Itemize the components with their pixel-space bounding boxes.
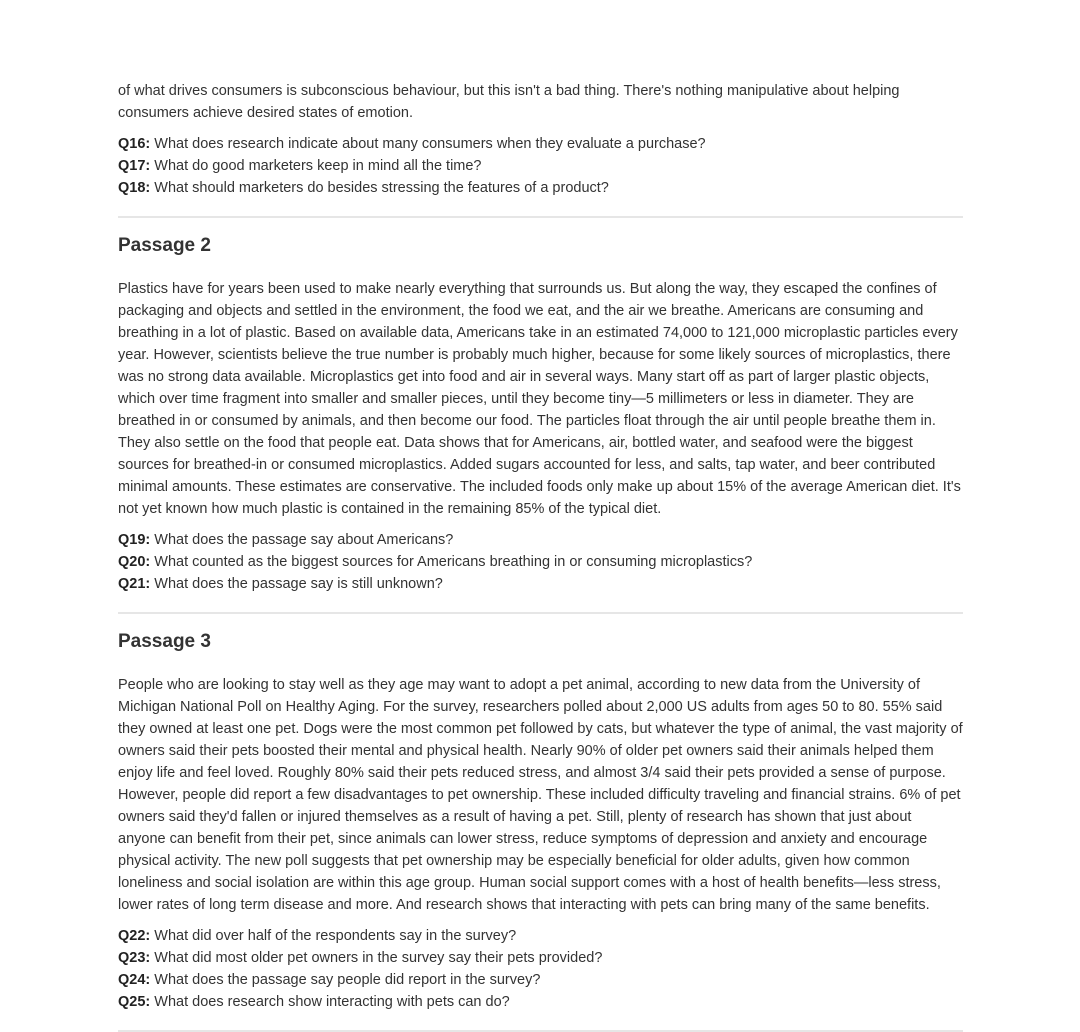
intro-section bbox=[118, 80, 963, 199]
question-text: What does research show interacting with pets can do? bbox=[154, 994, 510, 1010]
section-divider bbox=[118, 612, 963, 614]
question-number: Q16: bbox=[118, 136, 151, 152]
question-q19 bbox=[118, 529, 963, 551]
question-number: Q24: bbox=[118, 972, 151, 988]
question-text: What do good marketers keep in mind all the time? bbox=[154, 158, 482, 174]
question-text: What does research indicate about many consumers when they evaluate a purchase? bbox=[154, 136, 706, 152]
passage-2-paragraph: Plastics have for years been used to make nearly everything that surrounds us. But along the way, they escaped the confines of packaging and objects and settled in the environment, the food we eat, and the air we breathe. Americans are consuming and breathing in a lot of plastic. Based on available data, Americans take in an estimated 74,000 to 121,000 microplastic particles every year. However, scientists believe the true number is probably much higher, because for some likely sources of microplastics, there was no strong data available. Microplastics get into food and air in several ways. Many start off as part of larger plastic objects, which over time fragment into smaller and smaller pieces, until they become tiny—5 millimeters or less in diameter. They are breathed in or consumed by animals, and then become our food. The particles float through the air until people breathe them in. They also settle on the food that people eat. Data shows that for Americans, air, bottled water, and seafood were the biggest sources for breathed-in or consumed microplastics. Added sugars accounted for less, and salts, tap water, and beer contributed minimal amounts. These estimates are conservative. The included foods only make up about 15% of the average American diet. It's not yet known how much plastic is contained in the remaining 85% of the typical diet. bbox=[118, 281, 961, 517]
document-page bbox=[118, 80, 963, 1032]
passage-2-section bbox=[118, 234, 963, 595]
question-text: What did most older pet owners in the survey say their pets provided? bbox=[154, 950, 603, 966]
passage-3-section bbox=[118, 630, 963, 1013]
question-number: Q19: bbox=[118, 532, 151, 548]
question-number: Q23: bbox=[118, 950, 151, 966]
passage-3-paragraph: People who are looking to stay well as they age may want to adopt a pet animal, according to new data from the University of Michigan National Poll on Healthy Aging. For the survey, researchers polled about 2,000 US adults from ages 50 to 80. 55% said they owned at least one pet. Dogs were the most common pet followed by cats, but whatever the type of animal, the vast majority of owners said their pets boosted their mental and physical health. Nearly 90% of older pet owners said their animals helped them enjoy life and feel loved. Roughly 80% said their pets reduced stress, and almost 3/4 said their pets provided a sense of purpose. However, people did report a few disadvantages to pet ownership. These included difficulty traveling and financial strains. 6% of pet owners said they'd fallen or injured themselves as a result of having a pet. Still, plenty of research has shown that just about anyone can benefit from their pet, since animals can lower stress, reduce symptoms of depression and anxiety and encourage physical activity. The new poll suggests that pet ownership may be especially beneficial for older adults, given how common loneliness and social isolation are within this age group. Human social support comes with a host of health benefits—less stress, lower rates of long term disease and more. And research shows that interacting with pets can bring many of the same benefits. bbox=[118, 677, 963, 913]
passage-3-questions bbox=[118, 925, 963, 1013]
passage-2-title: Passage 2 bbox=[118, 235, 211, 256]
passage-3-title: Passage 3 bbox=[118, 631, 211, 652]
question-text: What should marketers do besides stressing the features of a product? bbox=[154, 180, 609, 196]
question-q16 bbox=[118, 133, 963, 155]
passage-2-questions bbox=[118, 529, 963, 595]
question-number: Q21: bbox=[118, 576, 151, 592]
question-number: Q20: bbox=[118, 554, 151, 570]
question-number: Q17: bbox=[118, 158, 151, 174]
question-q17 bbox=[118, 155, 963, 177]
question-number: Q22: bbox=[118, 928, 151, 944]
question-text: What does the passage say is still unknown? bbox=[154, 576, 443, 592]
question-q18 bbox=[118, 177, 963, 199]
intro-paragraph: of what drives consumers is subconscious behaviour, but this isn't a bad thing. There's nothing manipulative about helping consumers achieve desired states of emotion. bbox=[118, 83, 900, 121]
question-text: What does the passage say about Americans? bbox=[154, 532, 454, 548]
question-text: What counted as the biggest sources for Americans breathing in or consuming microplastics? bbox=[154, 554, 753, 570]
question-q25 bbox=[118, 991, 963, 1013]
question-q20 bbox=[118, 551, 963, 573]
intro-questions bbox=[118, 133, 963, 199]
question-number: Q18: bbox=[118, 180, 151, 196]
question-number: Q25: bbox=[118, 994, 151, 1010]
question-text: What did over half of the respondents say in the survey? bbox=[154, 928, 517, 944]
question-text: What does the passage say people did report in the survey? bbox=[154, 972, 541, 988]
question-q23 bbox=[118, 947, 963, 969]
question-q22 bbox=[118, 925, 963, 947]
question-q24 bbox=[118, 969, 963, 991]
question-q21 bbox=[118, 573, 963, 595]
section-divider bbox=[118, 216, 963, 218]
